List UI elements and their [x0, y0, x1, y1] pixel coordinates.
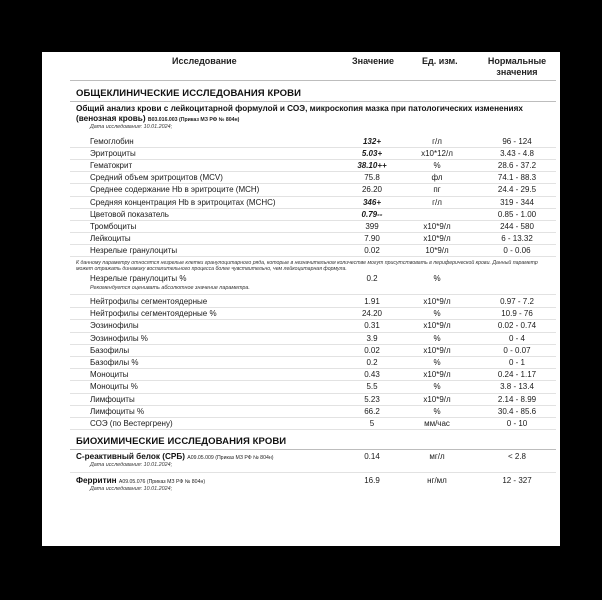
crp-code: A09.05.009 (Приказ МЗ РФ № 804н) — [187, 455, 274, 461]
result-norm: 0.24 - 1.17 — [497, 370, 537, 380]
row-divider — [70, 472, 556, 473]
result-unit: % — [433, 309, 441, 319]
row-divider — [70, 147, 556, 148]
result-name: Базофилы % — [90, 358, 139, 367]
result-name: Лимфоциты % — [90, 406, 145, 416]
analysis-title: Общий анализ крови с лейкоцитарной формулой и СОЭ, микроскопия мазка при патологических изменениях — [76, 104, 523, 113]
row-divider — [70, 196, 556, 197]
row-divider — [70, 159, 556, 160]
result-name: Средний объем эритроцитов (MCV) — [90, 173, 223, 183]
section-divider — [70, 101, 556, 102]
result-unit: % — [433, 274, 441, 283]
ferritin-norm: 12 - 327 — [502, 476, 532, 485]
row-divider — [70, 244, 556, 245]
result-value: 1.91 — [364, 297, 380, 306]
result-unit: % — [433, 161, 441, 171]
col-header-unit: Ед. изм. — [422, 56, 458, 66]
crp-norm: < 2.8 — [507, 452, 526, 461]
result-norm: 6 - 13.32 — [501, 233, 533, 243]
result-value: 24.20 — [361, 309, 383, 319]
result-norm: 0 - 10 — [506, 419, 528, 428]
lab-report-sheet — [42, 52, 560, 546]
row-divider — [70, 171, 556, 172]
result-value: 0.02 — [364, 245, 380, 255]
result-name: Среднее содержание Hb в эритроците (МСН) — [90, 185, 260, 195]
result-name: Эозинофилы % — [90, 333, 148, 343]
crp-unit: мг/л — [429, 452, 445, 461]
ferritin-code: A09.05.076 (Приказ МЗ РФ № 804н) — [118, 479, 206, 485]
result-name: Средняя концентрация Hb в эритроцитах (МСНС) — [90, 197, 276, 207]
note-recommendation: Рекомендуется оценивать абсолютное значение параметра. — [90, 285, 250, 291]
analysis-date: Дата исследования: 10.01.2024; — [90, 124, 173, 130]
row-divider — [70, 208, 556, 209]
result-name: Гемоглобин — [90, 137, 134, 146]
result-value: 132+ — [362, 137, 382, 146]
result-norm: 0.02 - 0.74 — [497, 321, 537, 331]
result-unit: x10*9/л — [423, 394, 451, 404]
crp-row: С-реактивный белок (СРБ) A09.05.009 (Приказ МЗ РФ № 804н) — [76, 452, 274, 461]
result-value: 346+ — [362, 197, 382, 207]
result-unit: пг — [433, 185, 441, 195]
result-norm: 3.8 - 13.4 — [500, 382, 534, 392]
result-unit: г/л — [432, 197, 442, 207]
result-name: Цветовой показатель — [90, 209, 169, 219]
result-unit: x10*9/л — [423, 221, 451, 231]
section-title-clinical: ОБЩЕКЛИНИЧЕСКИЕ ИССЛЕДОВАНИЯ КРОВИ — [76, 88, 302, 99]
result-value: 7.90 — [364, 233, 380, 243]
result-norm: 10.9 - 76 — [501, 309, 533, 319]
result-name: СОЭ (по Вестергрену) — [90, 419, 173, 428]
result-norm: 244 - 580 — [500, 221, 534, 231]
row-divider — [70, 332, 556, 333]
result-name: Гематокрит — [90, 161, 133, 171]
result-name: Лимфоциты — [90, 394, 135, 404]
result-norm: 2.14 - 8.99 — [497, 394, 537, 404]
result-unit: 10*9/л — [425, 245, 449, 255]
row-divider — [70, 405, 556, 406]
ferritin-date: Дата исследования: 10.01.2024; — [90, 486, 173, 492]
note-immature-granulocytes: К данному параметру относятся незрелые клетки гранулоцитарного ряда, которые в незначительном количестве могут присутствовать в периферической крови. Данный параметр может отражать динамику воспалительного процесса более чувствительно, чем лейкоцитарная формула. — [76, 260, 538, 273]
row-divider — [70, 294, 556, 295]
result-name: Базофилы — [90, 345, 130, 355]
section-title-biochem: БИОХИМИЧЕСКИЕ ИССЛЕДОВАНИЯ КРОВИ — [76, 436, 287, 447]
row-divider — [70, 380, 556, 381]
result-value: 5.5 — [366, 382, 378, 392]
result-value: 26.20 — [361, 185, 383, 195]
section-divider — [70, 449, 556, 450]
result-unit: % — [433, 333, 441, 343]
result-value: 5.23 — [364, 394, 380, 404]
result-norm: 0 - 0.07 — [503, 345, 531, 355]
result-name: Моноциты % — [90, 382, 138, 392]
result-value: 38.10++ — [357, 161, 387, 171]
result-value: 0.79-- — [361, 209, 383, 219]
result-norm: 30.4 - 85.6 — [497, 406, 537, 416]
row-divider — [70, 344, 556, 345]
row-divider — [70, 429, 556, 430]
result-unit: x10*9/л — [423, 370, 451, 380]
ferritin-row: Ферритин A09.05.076 (Приказ МЗ РФ № 804н) — [76, 476, 206, 485]
result-norm: 96 - 124 — [502, 137, 532, 146]
ferritin-value: 16.9 — [364, 476, 380, 485]
result-norm: 0.97 - 7.2 — [500, 297, 534, 306]
col-header-norm-1: Нормальные — [487, 56, 547, 66]
result-name: Эозинофилы — [90, 321, 139, 331]
result-value: 0.2 — [366, 274, 378, 283]
result-unit: % — [433, 382, 441, 392]
crp-value: 0.14 — [364, 452, 380, 461]
col-header-norm-2: значения — [496, 67, 538, 77]
row-divider — [70, 232, 556, 233]
row-divider — [70, 393, 556, 394]
result-norm: 0.85 - 1.00 — [497, 209, 537, 219]
result-norm: 74.1 - 88.3 — [497, 173, 537, 183]
result-unit: % — [433, 406, 441, 416]
row-divider — [70, 368, 556, 369]
result-name: Эритроциты — [90, 149, 136, 159]
row-divider — [70, 417, 556, 418]
row-divider — [70, 256, 556, 257]
row-divider — [70, 307, 556, 308]
row-divider — [70, 319, 556, 320]
crp-date: Дата исследования: 10.01.2024; — [90, 462, 173, 468]
result-norm: 24.4 - 29.5 — [497, 185, 537, 195]
result-name: Нейтрофилы сегментоядерные % — [90, 309, 217, 319]
col-header-test: Исследование — [172, 56, 237, 66]
result-value: 66.2 — [364, 406, 380, 416]
row-divider — [70, 183, 556, 184]
result-name: Незрелые гранулоциты — [90, 245, 178, 255]
result-name: Лейкоциты — [90, 233, 131, 243]
result-norm: 3.43 - 4.8 — [500, 149, 534, 159]
result-unit: x10*9/л — [423, 321, 451, 331]
result-unit: % — [433, 358, 441, 367]
ferritin-unit: нг/мл — [427, 476, 447, 485]
result-norm: 0 - 1 — [508, 358, 525, 367]
result-name: Тромбоциты — [90, 221, 137, 231]
row-divider — [70, 220, 556, 221]
result-value: 399 — [365, 221, 379, 231]
result-unit: x10*9/л — [423, 297, 451, 306]
result-value: 5 — [369, 419, 375, 428]
row-divider — [70, 356, 556, 357]
result-value: 5.03+ — [361, 149, 383, 159]
result-value: 3.9 — [366, 333, 378, 343]
result-unit: x10*9/л — [423, 233, 451, 243]
analysis-title-2: (венозная кровь) B03.016.003 (Приказ МЗ РФ № 804н) — [76, 114, 240, 123]
header-divider — [70, 80, 556, 81]
result-name: Незрелые гранулоциты % — [90, 274, 187, 283]
result-value: 0.31 — [364, 321, 380, 331]
result-name: Нейтрофилы сегментоядерные — [90, 297, 208, 306]
result-unit: г/л — [432, 137, 442, 146]
result-unit: фл — [431, 173, 443, 183]
result-value: 0.43 — [364, 370, 380, 380]
result-norm: 28.6 - 37.2 — [497, 161, 537, 171]
result-value: 0.02 — [364, 345, 380, 355]
result-unit: x10*9/л — [423, 345, 451, 355]
result-norm: 319 - 344 — [500, 197, 534, 207]
analysis-code: B03.016.003 (Приказ МЗ РФ № 804н) — [147, 117, 240, 123]
result-unit: x10*12/л — [421, 149, 453, 159]
col-header-value: Значение — [352, 56, 395, 66]
result-name: Моноциты — [90, 370, 129, 380]
result-value: 75.8 — [364, 173, 380, 183]
result-unit: мм/час — [424, 419, 450, 428]
result-norm: 0 - 4 — [508, 333, 525, 343]
result-value: 0.2 — [366, 358, 378, 367]
result-norm: 0 - 0.06 — [503, 245, 531, 255]
